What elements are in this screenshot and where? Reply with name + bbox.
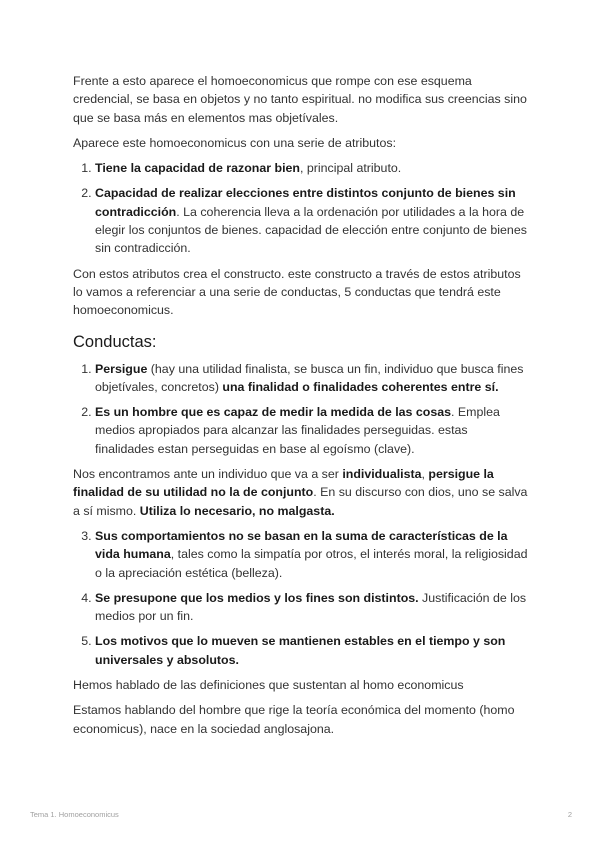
attributes-list	[73, 159, 528, 257]
conducts-list	[73, 360, 528, 458]
conduct-text: (hay una utilidad finalista, se busca un fin, individuo que busca fines objetívales, concretos)	[95, 361, 524, 394]
footer-title: Tema 1. Homoeconomicus	[30, 810, 119, 819]
paragraph-bold: persigue la finalidad de su utilidad no la de conjunto	[73, 467, 494, 500]
attribute-item	[95, 184, 528, 257]
paragraph-text: Nos encontramos ante un individuo que va a ser	[73, 467, 343, 482]
paragraph-bold: Utiliza lo necesario, no malgasta.	[139, 503, 335, 518]
conduct-item	[95, 527, 528, 582]
conduct-item	[95, 589, 528, 626]
conduct-bold: una finalidad o finalidades coherentes entre sí.	[222, 379, 499, 394]
conducts-list-continued	[73, 527, 528, 669]
conduct-bold: Persigue	[95, 361, 148, 376]
conduct-bold: Los motivos que lo mueven se mantienen estables en el tiempo y son universales y absolutos.	[95, 634, 506, 667]
paragraph-construct: Con estos atributos crea el constructo. este constructo a través de estos atributos lo vamos a referenciar a una serie de conductas, 5 conductas que tendrá este homoeconomicus.	[73, 266, 521, 318]
attribute-item	[95, 159, 528, 177]
conduct-bold: Es un hombre que es capaz de medir la medida de las cosas	[95, 405, 452, 420]
conduct-text: Justificación de los medios por un fin.	[95, 590, 527, 624]
attribute-text: , principal atributo.	[299, 161, 402, 176]
conduct-bold: Se presupone que los medios y los fines son distintos.	[95, 590, 419, 605]
attribute-bold: Capacidad de realizar elecciones entre distintos conjunto de bienes sin contradicción	[95, 186, 516, 219]
paragraph-text: . En su discurso con dios, uno se salva a sí mismo.	[73, 485, 528, 518]
page-number: 2	[567, 810, 572, 819]
paragraph-individualist	[73, 465, 528, 520]
paragraph-definitions: Hemos hablado de las definiciones que sustentan al homo economicus	[73, 678, 464, 693]
attribute-bold: Tiene la capacidad de razonar bien	[95, 161, 300, 176]
paragraph-text: ,	[421, 467, 429, 482]
section-heading: Conductas:	[73, 332, 157, 351]
page-footer	[30, 810, 572, 819]
conduct-item	[95, 360, 528, 397]
paragraph-attributes-intro: Aparece este homoeconomicus con una serie de atributos:	[73, 135, 397, 150]
conduct-bold: Sus comportamientos no se basan en la suma de características de la vida humana	[95, 528, 508, 562]
paragraph-conclusion: Estamos hablando del hombre que rige la teoría económica del momento (homo economicus), nace en la sociedad anglosajona.	[73, 703, 515, 736]
attribute-text: . La coherencia lleva a la ordenación por utilidades a la hora de elegir los conjuntos de bienes. capacidad de elección entre conjunto de bienes sin contradicción.	[95, 204, 527, 256]
conduct-text: . Emplea medios apropiados para alcanzar las finalidades perseguidas. estas finalidades estan perseguidas en base al egoísmo (clave).	[95, 405, 500, 456]
paragraph-intro: Frente a esto aparece el homoeconomicus que rompe con ese esquema credencial, se basa en objetos y no tanto espiritual. no modifica sus creencias sino que se basa más en elementos mas objetívales.	[73, 74, 527, 125]
document-body	[73, 72, 528, 745]
conduct-item	[95, 632, 528, 669]
conduct-item	[95, 403, 528, 458]
conduct-text: , tales como la simpatía por otros, el interés moral, la religiosidad o la apreciación estética (belleza).	[95, 547, 528, 580]
paragraph-bold: individualista	[342, 467, 422, 482]
